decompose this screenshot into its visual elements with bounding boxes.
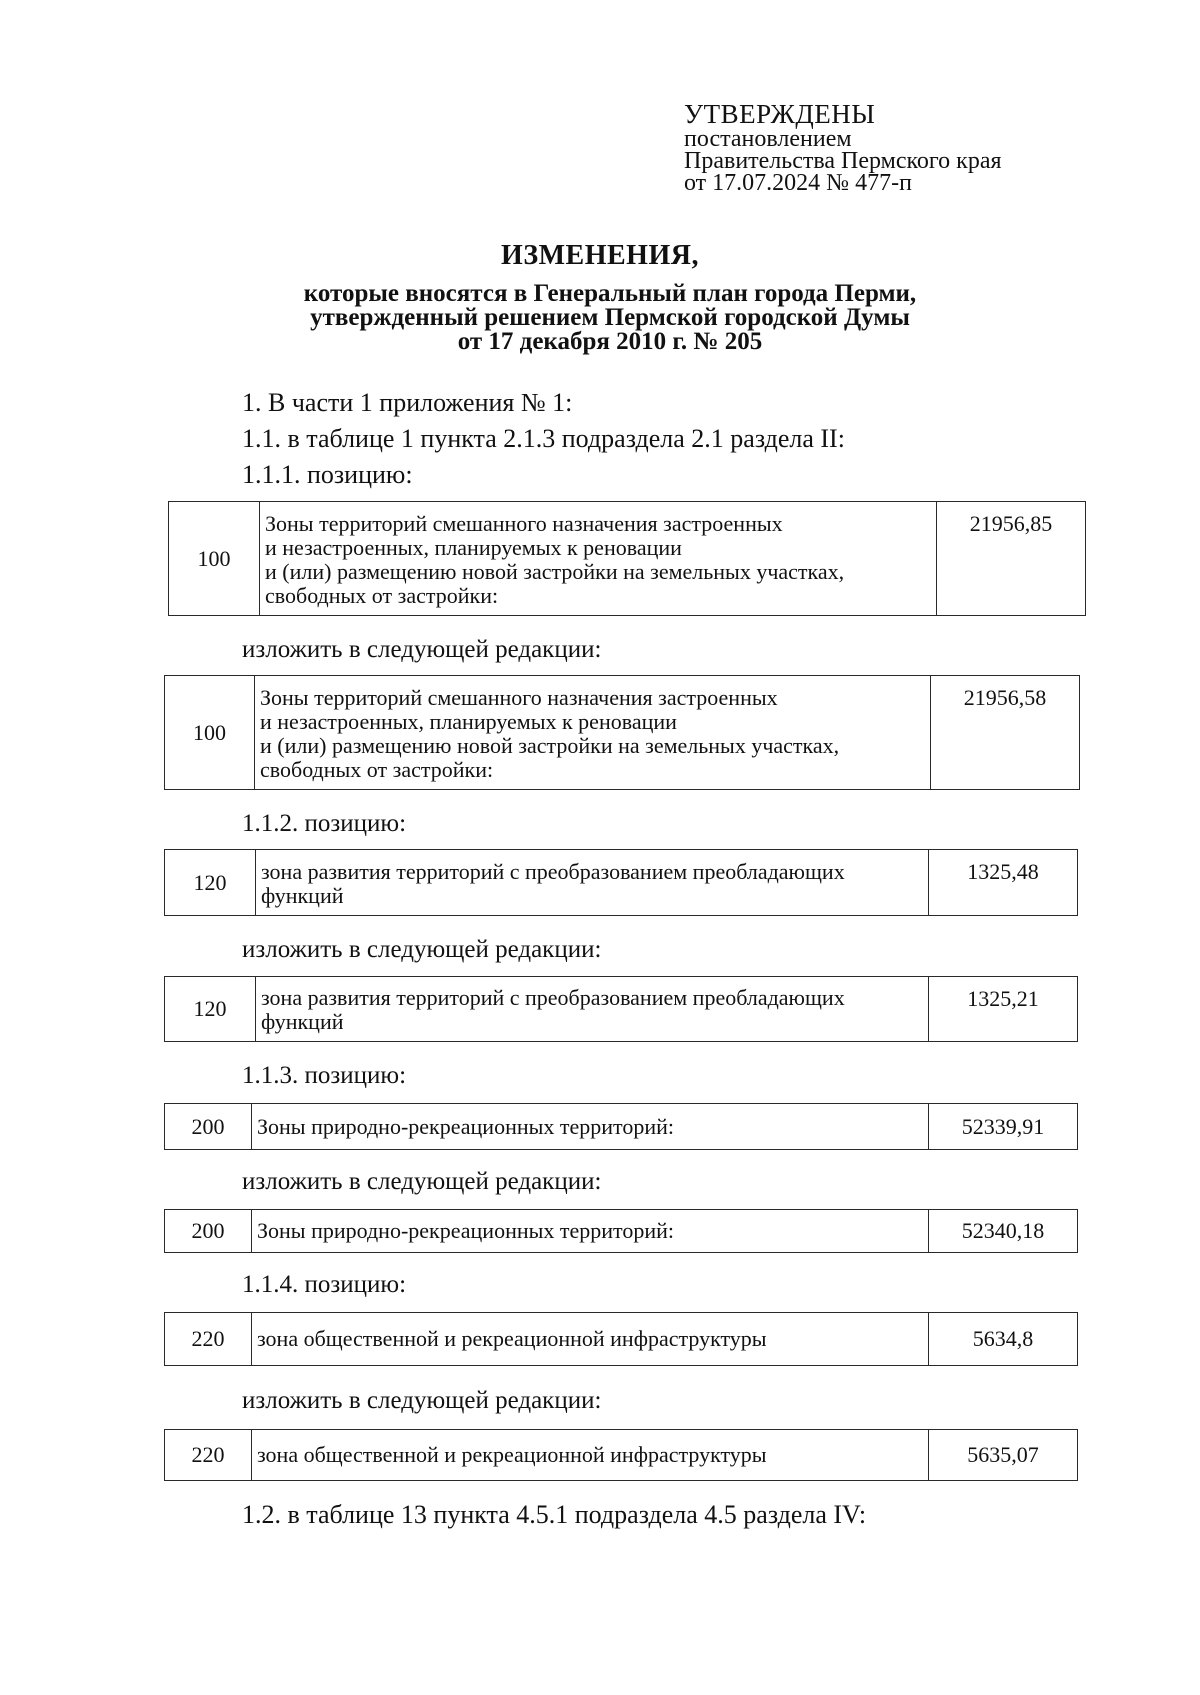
description-line: и незастроенных, планируемых к реновации	[260, 708, 677, 734]
table-cell-value: 5634,8	[929, 1313, 1078, 1366]
table-row	[165, 1210, 1078, 1253]
table-cell-value: 52340,18	[929, 1210, 1078, 1253]
table-cell-description	[256, 850, 929, 916]
description-line: и (или) размещению новой застройки на земельных участках,	[265, 558, 845, 584]
paragraph-1-1-4: 1.1.4. позицию:	[242, 1271, 407, 1298]
table-cell-description	[260, 502, 937, 616]
table-cell-value: 1325,21	[929, 977, 1078, 1042]
position-table-200-new	[164, 1209, 1078, 1253]
table-row	[165, 1430, 1078, 1481]
document-subtitle	[160, 282, 1060, 354]
table-cell-code: 120	[165, 977, 256, 1042]
replace-instruction: изложить в следующей редакции:	[242, 1387, 602, 1414]
approval-block	[684, 100, 1124, 194]
table-row	[169, 502, 1086, 616]
table-cell-value: 1325,48	[929, 850, 1078, 916]
paragraph-1-2: 1.2. в таблице 13 пункта 4.5.1 подраздела 4.5 раздела IV:	[242, 1500, 867, 1529]
replace-instruction: изложить в следующей редакции:	[242, 636, 602, 663]
paragraph-1-1: 1.1. в таблице 1 пункта 2.1.3 подраздела 2.1 раздела II:	[242, 424, 845, 453]
document-title: ИЗМЕНЕНИЯ,	[501, 240, 699, 271]
description-line: функций	[261, 882, 344, 908]
table-cell-description: зона общественной и рекреационной инфраструктуры	[252, 1430, 929, 1481]
table-cell-code: 200	[165, 1104, 252, 1150]
position-table-200-old	[164, 1103, 1078, 1150]
description-line: зона развития территорий с преобразованием преобладающих	[261, 985, 845, 1010]
position-table-120-new	[164, 976, 1078, 1042]
table-cell-value: 21956,58	[931, 676, 1080, 790]
description-line: зона развития территорий с преобразованием преобладающих	[261, 858, 845, 884]
table-cell-description: Зоны природно-рекреационных территорий:	[252, 1104, 929, 1150]
table-cell-code: 200	[165, 1210, 252, 1253]
position-table-100-new	[164, 675, 1080, 790]
paragraph-1-1-3: 1.1.3. позицию:	[242, 1062, 407, 1089]
approval-title: УТВЕРЖДЕНЫ	[684, 99, 876, 129]
table-cell-value: 21956,85	[937, 502, 1086, 616]
description-line: Зоны территорий смешанного назначения застроенных	[260, 684, 778, 710]
replace-instruction: изложить в следующей редакции:	[242, 1168, 602, 1195]
approval-line: Правительства Пермского края	[684, 148, 1002, 174]
subtitle-line: от 17 декабря 2010 г. № 205	[457, 328, 763, 355]
description-line: и (или) размещению новой застройки на земельных участках,	[260, 732, 840, 758]
paragraph-1-1-1: 1.1.1. позицию:	[242, 460, 413, 489]
paragraph-1: 1. В части 1 приложения № 1:	[242, 388, 573, 417]
table-cell-code: 100	[165, 676, 255, 790]
table-cell-description	[256, 977, 929, 1042]
table-cell-value: 5635,07	[929, 1430, 1078, 1481]
position-table-100-old	[168, 501, 1086, 616]
approval-line: от 17.07.2024 № 477-п	[684, 170, 912, 196]
description-line: Зоны территорий смешанного назначения застроенных	[265, 510, 783, 536]
description-line: свободных от застройки:	[265, 582, 499, 608]
table-cell-code: 220	[165, 1313, 252, 1366]
table-cell-code: 220	[165, 1430, 252, 1481]
table-cell-code: 100	[169, 502, 260, 616]
position-table-120-old	[164, 849, 1078, 916]
replace-instruction: изложить в следующей редакции:	[242, 936, 602, 963]
table-row	[165, 1313, 1078, 1366]
subtitle-line: утвержденный решением Пермской городской Думы	[310, 304, 910, 331]
position-table-220-new	[164, 1429, 1078, 1481]
position-table-220-old	[164, 1312, 1078, 1366]
table-cell-description: зона общественной и рекреационной инфраструктуры	[252, 1313, 929, 1366]
table-row	[165, 977, 1078, 1042]
table-cell-description	[255, 676, 931, 790]
table-cell-description: Зоны природно-рекреационных территорий:	[252, 1210, 929, 1253]
description-line: и незастроенных, планируемых к реновации	[265, 534, 682, 560]
table-row	[165, 1104, 1078, 1150]
table-row	[165, 850, 1078, 916]
table-cell-value: 52339,91	[929, 1104, 1078, 1150]
description-line: свободных от застройки:	[260, 756, 494, 782]
paragraph-1-1-2: 1.1.2. позицию:	[242, 810, 407, 837]
approval-line: постановлением	[684, 126, 852, 152]
table-row	[165, 676, 1080, 790]
description-line: функций	[261, 1009, 344, 1034]
table-cell-code: 120	[165, 850, 256, 916]
subtitle-line: которые вносятся в Генеральный план города Перми,	[303, 280, 917, 307]
